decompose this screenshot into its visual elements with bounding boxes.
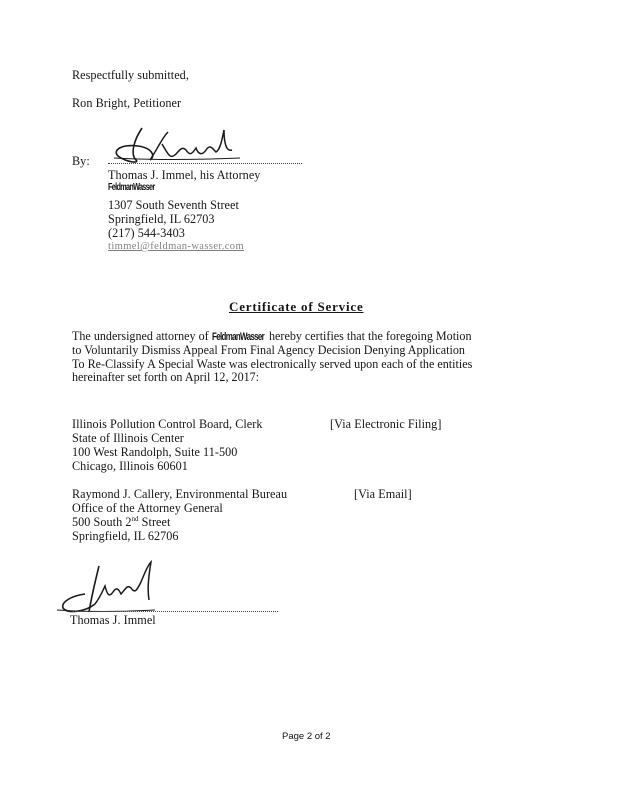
recipient-2-method: [Via Email] (354, 487, 412, 501)
attorney-address-1: 1307 South Seventh Street (108, 198, 239, 212)
petitioner-name: Ron Bright, Petitioner (72, 96, 182, 110)
certificate-firm-name: FeldmanWasser (211, 331, 264, 343)
recipient-2-line-1: Raymond J. Callery, Environmental Bureau (72, 487, 288, 501)
attorney-address-2: Springfield, IL 62703 (108, 212, 215, 226)
page-number: Page 2 of 2 (282, 731, 331, 742)
recipient-2-line-3: 500 South 2nd Street (72, 514, 171, 529)
signature-line (108, 163, 302, 164)
recipient-2-line-2: Office of the Attorney General (72, 501, 223, 515)
certificate-line-1: The undersigned attorney of FeldmanWasser hereby certifies that the foregoing Motion (72, 329, 472, 343)
recipient-1-line-2: State of Illinois Center (72, 431, 184, 445)
attorney-email: timmel@feldman-wasser.com (108, 241, 245, 252)
certificate-line-4: hereinafter set forth on April 12, 2017: (72, 370, 260, 385)
attorney-phone: (217) 544-3403 (108, 226, 185, 240)
attorney-name-title: Thomas J. Immel, his Attorney (108, 168, 261, 182)
recipient-2-line-4: Springfield, IL 62706 (72, 529, 179, 543)
recipient-1-line-3: 100 West Randolph, Suite 11-500 (72, 445, 238, 459)
recipient-1-line-4: Chicago, Illinois 60601 (72, 459, 188, 473)
closing-text: Respectfully submitted, (72, 68, 189, 82)
signer-name: Thomas J. Immel (70, 613, 156, 627)
certificate-line-2: to Voluntarily Dismiss Appeal From Final Agency Decision Denying Application (72, 343, 465, 358)
certificate-heading: Certificate of Service (229, 299, 364, 314)
recipient-1-line-1: Illinois Pollution Control Board, Clerk (72, 417, 263, 431)
certificate-line-3: To Re-Classify A Special Waste was electronically served upon each of the entities (72, 356, 473, 371)
signer-signature-line (72, 611, 278, 612)
firm-logo: FeldmanWasser (108, 182, 155, 193)
by-label: By: (72, 154, 90, 168)
recipient-1-method: [Via Electronic Filing] (330, 417, 442, 431)
certificate-paragraph (72, 330, 592, 385)
